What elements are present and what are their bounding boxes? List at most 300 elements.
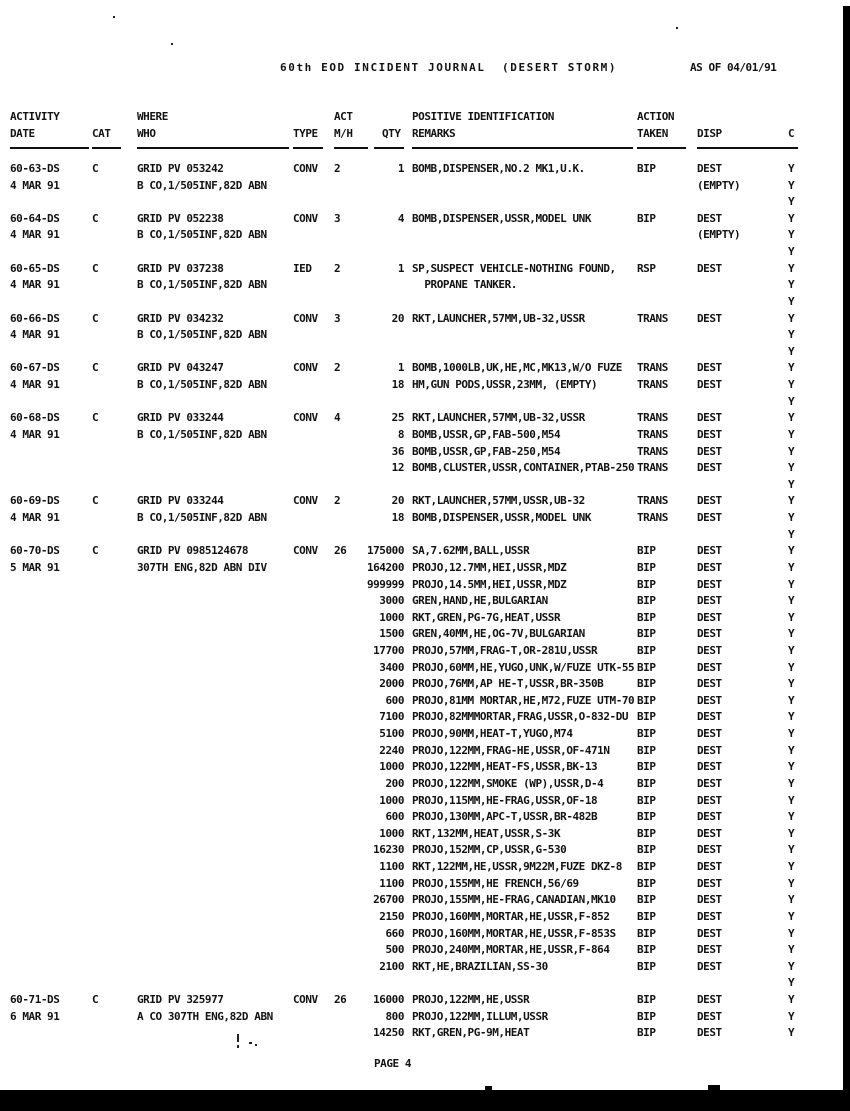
cell-disp: DEST <box>697 444 722 458</box>
cell-c: Y <box>788 577 795 591</box>
cell-remark: PROJO,122MM,HEAT-FS,USSR,BK-13 <box>412 760 598 774</box>
cell-c: Y <box>788 511 795 525</box>
cell-where: GRID PV 325977 <box>137 993 224 1006</box>
table-line <box>0 245 850 262</box>
cell-action: BIP <box>637 1009 656 1023</box>
cell-disp: DEST <box>697 677 722 691</box>
cell-date: 4 MAR 91 <box>10 278 60 292</box>
table-line <box>0 179 850 196</box>
cell-remark: PROJO,160MM,MORTAR,HE,USSR,F-853S <box>412 926 616 940</box>
table-line <box>0 727 850 744</box>
cell-action: BIP <box>637 727 656 741</box>
table-line <box>0 976 850 993</box>
cell-disp: DEST <box>697 594 722 608</box>
col-header-remarks: REMARKS <box>412 127 456 140</box>
cell-disp: DEST <box>697 1009 722 1023</box>
cell-qty: 17700 <box>373 643 404 657</box>
cell-remark: GREN,40MM,HE,OG-7V,BULGARIAN <box>412 627 585 641</box>
cell-c: Y <box>788 810 795 824</box>
cell-c: Y <box>788 627 795 641</box>
cell-disp: DEST <box>697 943 722 957</box>
table-line <box>0 827 850 844</box>
cell-qty: 8 <box>397 427 404 441</box>
cell-action: TRANS <box>637 461 668 475</box>
cell-c: Y <box>788 959 795 973</box>
cell-action: BIP <box>637 594 656 608</box>
table-line <box>0 744 850 761</box>
table-line <box>0 661 850 678</box>
cell-type: CONV <box>293 311 318 325</box>
cell-action: TRANS <box>637 411 668 425</box>
cell-disp: DEST <box>697 361 722 375</box>
cell-qty: 2000 <box>379 677 404 691</box>
table-line <box>0 644 850 661</box>
cell-qty: 1000 <box>379 826 404 840</box>
cell-remark: PROJO,155MM,HE-FRAG,CANADIAN,MK10 <box>412 893 616 907</box>
table-line <box>0 843 850 860</box>
ruler-segment <box>92 147 121 149</box>
cell-remark: PROJO,130MM,APC-T,USSR,BR-482B <box>412 810 598 824</box>
cell-c: Y <box>788 560 795 574</box>
cell-remark: HM,GUN PODS,USSR,23MM, (EMPTY) <box>412 378 598 392</box>
table-line <box>0 810 850 827</box>
table-line <box>0 361 850 378</box>
cell-type: CONV <box>293 544 318 558</box>
cell-date: 4 MAR 91 <box>10 511 60 525</box>
cell-c: Y <box>788 261 795 275</box>
scan-speck <box>237 1034 239 1042</box>
cell-date: 4 MAR 91 <box>10 178 60 192</box>
cell-disp: DEST <box>697 893 722 907</box>
cell-action: BIP <box>637 693 656 707</box>
cell-cat: C <box>92 261 99 275</box>
cell-qty: 20 <box>391 311 404 325</box>
cell-type: CONV <box>293 993 318 1006</box>
table-line <box>0 195 850 212</box>
cell-disp: DEST <box>697 760 722 774</box>
cell-mh: 26 <box>334 993 347 1006</box>
cell-qty: 200 <box>385 776 404 790</box>
scan-speck <box>676 27 678 29</box>
column-header-row-1 <box>0 110 850 127</box>
cell-remark: GREN,HAND,HE,BULGARIAN <box>412 594 548 608</box>
cell-qty: 2150 <box>379 909 404 923</box>
cell-remark: PROJO,12.7MM,HEI,USSR,MDZ <box>412 560 567 574</box>
cell-action: TRANS <box>637 494 668 508</box>
table-line <box>0 428 850 445</box>
cell-action: TRANS <box>637 444 668 458</box>
cell-action: BIP <box>637 993 656 1006</box>
cell-cat: C <box>92 211 99 225</box>
table-line <box>0 461 850 478</box>
col-header-disp: DISP <box>697 127 722 140</box>
cell-disp: DEST <box>697 627 722 641</box>
cell-mh: 3 <box>334 311 341 325</box>
cell-disp: DEST <box>697 560 722 574</box>
cell-disp: DEST <box>697 660 722 674</box>
cell-remark: RKT,LAUNCHER,57MM,UB-32,USSR <box>412 311 585 325</box>
cell-qty: 16230 <box>373 843 404 857</box>
cell-disp: DEST <box>697 843 722 857</box>
cell-action: BIP <box>637 544 656 558</box>
cell-c: Y <box>788 843 795 857</box>
cell-remark: PROJO,155MM,HE FRENCH,56/69 <box>412 876 579 890</box>
cell-mh: 3 <box>334 211 341 225</box>
col-header-c: C <box>788 127 795 140</box>
table-line <box>0 561 850 578</box>
cell-cat: C <box>92 361 99 375</box>
table-line <box>0 760 850 777</box>
cell-disp: DEST <box>697 793 722 807</box>
cell-activity-id: 60-65-DS <box>10 261 60 275</box>
cell-action: BIP <box>637 860 656 874</box>
cell-disp: DEST <box>697 261 722 275</box>
cell-remark: RKT,GREN,PG-9M,HEAT <box>412 1026 530 1040</box>
cell-c: Y <box>788 461 795 475</box>
cell-action: BIP <box>637 826 656 840</box>
cell-disp: DEST <box>697 544 722 558</box>
table-line <box>0 677 850 694</box>
scan-speck <box>249 1042 252 1044</box>
cell-action: BIP <box>637 577 656 591</box>
cell-action: BIP <box>637 1026 656 1040</box>
cell-date: 4 MAR 91 <box>10 228 60 242</box>
cell-where: GRID PV 043247 <box>137 361 224 375</box>
cell-who: B CO,1/505INF,82D ABN <box>137 278 267 292</box>
cell-qty: 14250 <box>373 1026 404 1040</box>
cell-remark: PROJO,90MM,HEAT-T,YUGO,M74 <box>412 727 573 741</box>
table-line <box>0 794 850 811</box>
ruler-segment <box>334 147 368 149</box>
cell-c: Y <box>788 826 795 840</box>
cell-action: BIP <box>637 909 656 923</box>
cell-c: Y <box>788 926 795 940</box>
table-line <box>0 478 850 495</box>
cell-disp: DEST <box>697 776 722 790</box>
cell-action: TRANS <box>637 311 668 325</box>
cell-activity-id: 60-66-DS <box>10 311 60 325</box>
cell-disp: DEST <box>697 311 722 325</box>
table-line <box>0 378 850 395</box>
cell-action: BIP <box>637 843 656 857</box>
cell-mh: 26 <box>334 544 347 558</box>
table-line <box>0 395 850 412</box>
cell-action: BIP <box>637 943 656 957</box>
cell-qty: 18 <box>391 378 404 392</box>
table-line <box>0 528 850 545</box>
cell-remark: PROJO,60MM,HE,YUGO,UNK,W/FUZE UTK-55 <box>412 660 635 674</box>
cell-disp: DEST <box>697 494 722 508</box>
cell-remark: RKT,132MM,HEAT,USSR,S-3K <box>412 826 561 840</box>
table-line <box>0 710 850 727</box>
cell-disp: DEST <box>697 162 722 175</box>
col-header-who: WHO <box>137 127 156 140</box>
cell-qty: 660 <box>385 926 404 940</box>
cell-who: B CO,1/505INF,82D ABN <box>137 427 267 441</box>
cell-disp: DEST <box>697 610 722 624</box>
table-line <box>0 445 850 462</box>
table-line <box>0 411 850 428</box>
cell-disp: DEST <box>697 577 722 591</box>
table-line <box>0 960 850 977</box>
cell-type: CONV <box>293 411 318 425</box>
table-line <box>0 777 850 794</box>
cell-action: BIP <box>637 926 656 940</box>
page-number: PAGE 4 <box>374 1057 412 1070</box>
cell-who: 307TH ENG,82D ABN DIV <box>137 560 267 574</box>
cell-remark: BOMB,USSR,GP,FAB-500,M54 <box>412 427 561 441</box>
cell-disp: DEST <box>697 427 722 441</box>
cell-activity-id: 60-63-DS <box>10 162 60 175</box>
cell-c: Y <box>788 328 795 342</box>
cell-action: BIP <box>637 876 656 890</box>
cell-c: Y <box>788 278 795 292</box>
ruler-segment <box>374 147 404 149</box>
cell-disp: DEST <box>697 959 722 973</box>
table-line <box>0 328 850 345</box>
cell-disp: (EMPTY) <box>697 178 741 192</box>
cell-action: BIP <box>637 610 656 624</box>
cell-qty: 16000 <box>373 993 404 1006</box>
cell-remark: BOMB,DISPENSER,USSR,MODEL UNK <box>412 211 592 225</box>
cell-action: TRANS <box>637 427 668 441</box>
col-header-act: ACT <box>334 110 353 123</box>
cell-c: Y <box>788 411 795 425</box>
cell-c: Y <box>788 743 795 757</box>
cell-mh: 2 <box>334 162 341 175</box>
cell-remark: PROJO,115MM,HE-FRAG,USSR,OF-18 <box>412 793 598 807</box>
cell-disp: DEST <box>697 743 722 757</box>
page-title: 60th EOD INCIDENT JOURNAL (DESERT STORM) <box>280 61 618 74</box>
cell-activity-id: 60-70-DS <box>10 544 60 558</box>
cell-remark: PROJO,14.5MM,HEI,USSR,MDZ <box>412 577 567 591</box>
cell-disp: DEST <box>697 461 722 475</box>
cell-c: Y <box>788 211 795 225</box>
cell-c: Y <box>788 311 795 325</box>
cell-disp: DEST <box>697 876 722 890</box>
cell-where: GRID PV 034232 <box>137 311 224 325</box>
cell-remark: PROJO,76MM,AP HE-T,USSR,BR-350B <box>412 677 604 691</box>
cell-mh: 4 <box>334 411 341 425</box>
cell-action: TRANS <box>637 511 668 525</box>
cell-activity-id: 60-68-DS <box>10 411 60 425</box>
cell-c: Y <box>788 427 795 441</box>
table-line <box>0 228 850 245</box>
cell-date: 4 MAR 91 <box>10 427 60 441</box>
cell-who: B CO,1/505INF,82D ABN <box>137 378 267 392</box>
cell-activity-id: 60-69-DS <box>10 494 60 508</box>
scan-speck <box>113 16 115 18</box>
cell-qty: 999999 <box>366 577 404 591</box>
cell-c: Y <box>788 527 795 541</box>
cell-c: Y <box>788 677 795 691</box>
cell-disp: DEST <box>697 1026 722 1040</box>
cell-remark: PROJO,57MM,FRAG-T,OR-281U,USSR <box>412 643 598 657</box>
cell-qty: 1 <box>397 261 404 275</box>
cell-action: BIP <box>637 959 656 973</box>
cell-c: Y <box>788 976 795 990</box>
cell-remark: RKT,LAUNCHER,57MM,USSR,UB-32 <box>412 494 585 508</box>
cell-remark: SA,7.62MM,BALL,USSR <box>412 544 530 558</box>
cell-qty: 7100 <box>379 710 404 724</box>
cell-action: BIP <box>637 660 656 674</box>
table-line <box>0 295 850 312</box>
col-header-date: DATE <box>10 127 35 140</box>
ruler-segment <box>697 147 798 149</box>
cell-date: 4 MAR 91 <box>10 378 60 392</box>
table-line <box>0 993 850 1010</box>
cell-c: Y <box>788 893 795 907</box>
table-line <box>0 611 850 628</box>
cell-qty: 1000 <box>379 760 404 774</box>
cell-mh: 2 <box>334 361 341 375</box>
cell-date: 6 MAR 91 <box>10 1009 60 1023</box>
table-line <box>0 511 850 528</box>
cell-qty: 5100 <box>379 727 404 741</box>
table-line <box>0 162 850 179</box>
cell-remark: PROJO,122MM,FRAG-HE,USSR,OF-471N <box>412 743 610 757</box>
cell-action: BIP <box>637 627 656 641</box>
cell-c: Y <box>788 776 795 790</box>
cell-c: Y <box>788 162 795 175</box>
page-edge-right <box>843 6 850 1094</box>
table-line <box>0 494 850 511</box>
cell-c: Y <box>788 544 795 558</box>
col-header-taken: TAKEN <box>637 127 668 140</box>
cell-qty: 1 <box>397 361 404 375</box>
cell-qty: 2240 <box>379 743 404 757</box>
cell-cat: C <box>92 311 99 325</box>
table-line <box>0 278 850 295</box>
cell-action: BIP <box>637 776 656 790</box>
scan-speck <box>708 1085 720 1090</box>
ruler-segment <box>10 147 89 149</box>
cell-where: GRID PV 033244 <box>137 494 224 508</box>
cell-qty: 800 <box>385 1009 404 1023</box>
cell-cat: C <box>92 544 99 558</box>
cell-remark: PROJO,122MM,ILLUM,USSR <box>412 1009 548 1023</box>
ruler-segment <box>637 147 686 149</box>
table-line <box>0 1010 850 1027</box>
col-header-where: WHERE <box>137 110 168 123</box>
ruler-segment <box>788 147 795 149</box>
cell-qty: 1500 <box>379 627 404 641</box>
cell-c: Y <box>788 610 795 624</box>
cell-c: Y <box>788 993 795 1006</box>
cell-date: 5 MAR 91 <box>10 560 60 574</box>
cell-qty: 1 <box>397 162 404 175</box>
table-line <box>0 544 850 561</box>
cell-qty: 4 <box>397 211 404 225</box>
cell-action: BIP <box>637 710 656 724</box>
cell-c: Y <box>788 378 795 392</box>
cell-disp: DEST <box>697 860 722 874</box>
cell-where: GRID PV 033244 <box>137 411 224 425</box>
column-header-row-2 <box>0 127 850 144</box>
cell-c: Y <box>788 909 795 923</box>
col-header-positive-identification: POSITIVE IDENTIFICATION <box>412 110 554 123</box>
cell-remark: PROJO,81MM MORTAR,HE,M72,FUZE UTM-70 <box>412 693 635 707</box>
cell-qty: 1100 <box>379 860 404 874</box>
cell-activity-id: 60-64-DS <box>10 211 60 225</box>
cell-qty: 36 <box>391 444 404 458</box>
table-line <box>0 627 850 644</box>
table-line <box>0 345 850 362</box>
cell-qty: 20 <box>391 494 404 508</box>
cell-c: Y <box>788 1009 795 1023</box>
cell-qty: 1000 <box>379 793 404 807</box>
table-line <box>0 877 850 894</box>
col-header-action: ACTION <box>637 110 675 123</box>
cell-remark: BOMB,CLUSTER,USSR,CONTAINER,PTAB-250 <box>412 461 635 475</box>
cell-remark: BOMB,DISPENSER,NO.2 MK1,U.K. <box>412 162 585 175</box>
cell-who: B CO,1/505INF,82D ABN <box>137 328 267 342</box>
col-header-mh: M/H <box>334 127 353 140</box>
cell-action: BIP <box>637 793 656 807</box>
cell-remark: PROJO,160MM,MORTAR,HE,USSR,F-852 <box>412 909 610 923</box>
table-line <box>0 262 850 279</box>
table-line <box>0 694 850 711</box>
cell-c: Y <box>788 660 795 674</box>
cell-remark: BOMB,USSR,GP,FAB-250,M54 <box>412 444 561 458</box>
cell-c: Y <box>788 710 795 724</box>
cell-qty: 3400 <box>379 660 404 674</box>
cell-qty: 600 <box>385 810 404 824</box>
cell-c: Y <box>788 294 795 308</box>
cell-remark: PROJO,122MM,HE,USSR <box>412 993 530 1006</box>
cell-where: GRID PV 037238 <box>137 261 224 275</box>
cell-action: RSP <box>637 261 656 275</box>
cell-who: B CO,1/505INF,82D ABN <box>137 178 267 192</box>
cell-who: B CO,1/505INF,82D ABN <box>137 228 267 242</box>
cell-c: Y <box>788 594 795 608</box>
ruler-segment <box>137 147 289 149</box>
cell-c: Y <box>788 228 795 242</box>
cell-disp: DEST <box>697 211 722 225</box>
col-header-type: TYPE <box>293 127 318 140</box>
cell-c: Y <box>788 860 795 874</box>
cell-qty: 500 <box>385 943 404 957</box>
cell-c: Y <box>788 876 795 890</box>
cell-where: GRID PV 053242 <box>137 162 224 175</box>
cell-cat: C <box>92 162 99 175</box>
table-line <box>0 927 850 944</box>
scan-speck <box>485 1086 492 1090</box>
scan-speck <box>237 1045 239 1048</box>
cell-c: Y <box>788 444 795 458</box>
cell-c: Y <box>788 477 795 491</box>
cell-action: BIP <box>637 211 656 225</box>
cell-disp: DEST <box>697 826 722 840</box>
cell-disp: DEST <box>697 643 722 657</box>
col-header-cat: CAT <box>92 127 111 140</box>
cell-qty: 1000 <box>379 610 404 624</box>
cell-c: Y <box>788 727 795 741</box>
cell-qty: 1100 <box>379 876 404 890</box>
cell-action: BIP <box>637 810 656 824</box>
table-line <box>0 1026 850 1043</box>
cell-action: TRANS <box>637 378 668 392</box>
cell-c: Y <box>788 195 795 209</box>
table-line <box>0 578 850 595</box>
table-line <box>0 594 850 611</box>
cell-action: BIP <box>637 162 656 175</box>
cell-c: Y <box>788 361 795 375</box>
cell-remark: PROJO,240MM,MORTAR,HE,USSR,F-864 <box>412 943 610 957</box>
cell-cat: C <box>92 494 99 508</box>
cell-action: BIP <box>637 677 656 691</box>
cell-disp: DEST <box>697 727 722 741</box>
